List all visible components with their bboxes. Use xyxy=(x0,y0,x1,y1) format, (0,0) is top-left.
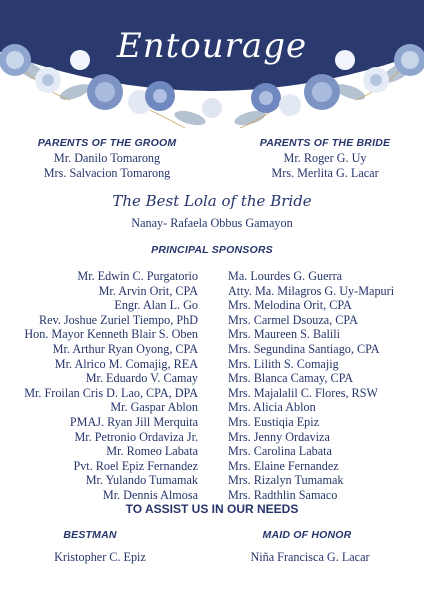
sponsor-name: Mrs. Melodina Orit, CPA xyxy=(228,298,352,313)
sponsor-name: Mrs. Maureen S. Balili xyxy=(228,327,341,342)
sponsor-name: Mrs. Alicia Ablon xyxy=(228,400,316,415)
best-lola-heading: The Best Lola of the Bride xyxy=(112,192,312,210)
bestman-name: Kristopher C. Epiz xyxy=(54,550,146,564)
parents-groom-name: Mrs. Salvacion Tomarong xyxy=(43,166,171,180)
sponsor-name: Mrs. Majalalil C. Flores, RSW xyxy=(228,385,378,400)
sponsor-name: Mrs. Carmel Dsouza, CPA xyxy=(228,312,358,327)
assist-heading: TO ASSIST US IN OUR NEEDS xyxy=(125,502,299,516)
parents-groom-name: Mr. Danilo Tomarong xyxy=(53,151,161,165)
sponsor-name: Mr. Gaspar Ablon xyxy=(110,400,198,415)
sponsor-name: Mrs. Jenny Ordaviza xyxy=(228,429,330,444)
sponsor-name: Mrs. Radthlin Samaco xyxy=(228,487,338,502)
principal-sponsors-heading: PRINCIPAL SPONSORS xyxy=(151,244,273,256)
sponsor-name: Mrs. Rizalyn Tumamak xyxy=(228,473,344,488)
maid-of-honor-heading: MAID OF HONOR xyxy=(262,529,352,541)
sponsors-left-column xyxy=(0,269,198,503)
sponsor-name: Mrs. Segundina Santiago, CPA xyxy=(228,341,380,356)
bestman-heading: BESTMAN xyxy=(63,529,117,541)
sponsor-name: Mrs. Lilith S. Comajig xyxy=(228,356,339,371)
sponsor-name: Pvt. Roel Epiz Fernandez xyxy=(73,458,198,473)
sponsor-name: Engr. Alan L. Go xyxy=(114,298,198,313)
sponsor-name: Mr. Yulando Tumamak xyxy=(85,473,198,488)
sponsor-name: Mr. Arthur Ryan Oyong, CPA xyxy=(52,341,198,356)
sponsor-name: Mrs. Carolina Labata xyxy=(228,444,332,459)
sponsor-name: PMAJ. Ryan Jill Merquita xyxy=(69,414,198,429)
sponsor-name: Rev. Joshue Zuriel Tiempo, PhD xyxy=(38,312,198,327)
best-lola-name: Nanay- Rafaela Obbus Gamayon xyxy=(131,216,293,230)
parents-bride-heading: PARENTS OF THE BRIDE xyxy=(259,137,391,149)
sponsor-name: Mr. Petronio Ordaviza Jr. xyxy=(74,429,198,444)
sponsor-name: Mr. Edwin C. Purgatorio xyxy=(77,269,198,283)
page-title: Entourage xyxy=(116,26,308,66)
sponsor-name: Mr. Eduardo V. Camay xyxy=(85,371,198,386)
sponsor-name: Mrs. Elaine Fernandez xyxy=(228,458,339,473)
sponsor-name: Mr. Froilan Cris D. Lao, CPA, DPA xyxy=(24,385,198,400)
parents-groom-heading: PARENTS OF THE GROOM xyxy=(37,137,177,149)
maid-of-honor-name: Niña Francisca G. Lacar xyxy=(250,550,370,564)
sponsor-name: Mr. Dennis Almosa xyxy=(102,487,198,502)
sponsor-name: Mr. Romeo Labata xyxy=(106,444,198,459)
sponsor-name: Mr. Alrico M. Comajig, REA xyxy=(54,356,198,371)
sponsor-name: Hon. Mayor Kenneth Blair S. Oben xyxy=(24,327,198,342)
sponsor-name: Ma. Lourdes G. Guerra xyxy=(228,269,343,283)
sponsor-name: Atty. Ma. Milagros G. Uy-Mapuri xyxy=(228,283,395,298)
sponsor-name: Mrs. Eustiqia Epiz xyxy=(228,414,320,429)
sponsors-right-column xyxy=(228,269,424,503)
sponsor-name: Mr. Arvin Orit, CPA xyxy=(98,283,198,298)
parents-bride-name: Mrs. Merlita G. Lacar xyxy=(271,166,379,180)
sponsor-name: Mrs. Blanca Camay, CPA xyxy=(228,371,354,386)
parents-bride-name: Mr. Roger G. Uy xyxy=(283,151,367,165)
header-banner xyxy=(0,0,424,130)
